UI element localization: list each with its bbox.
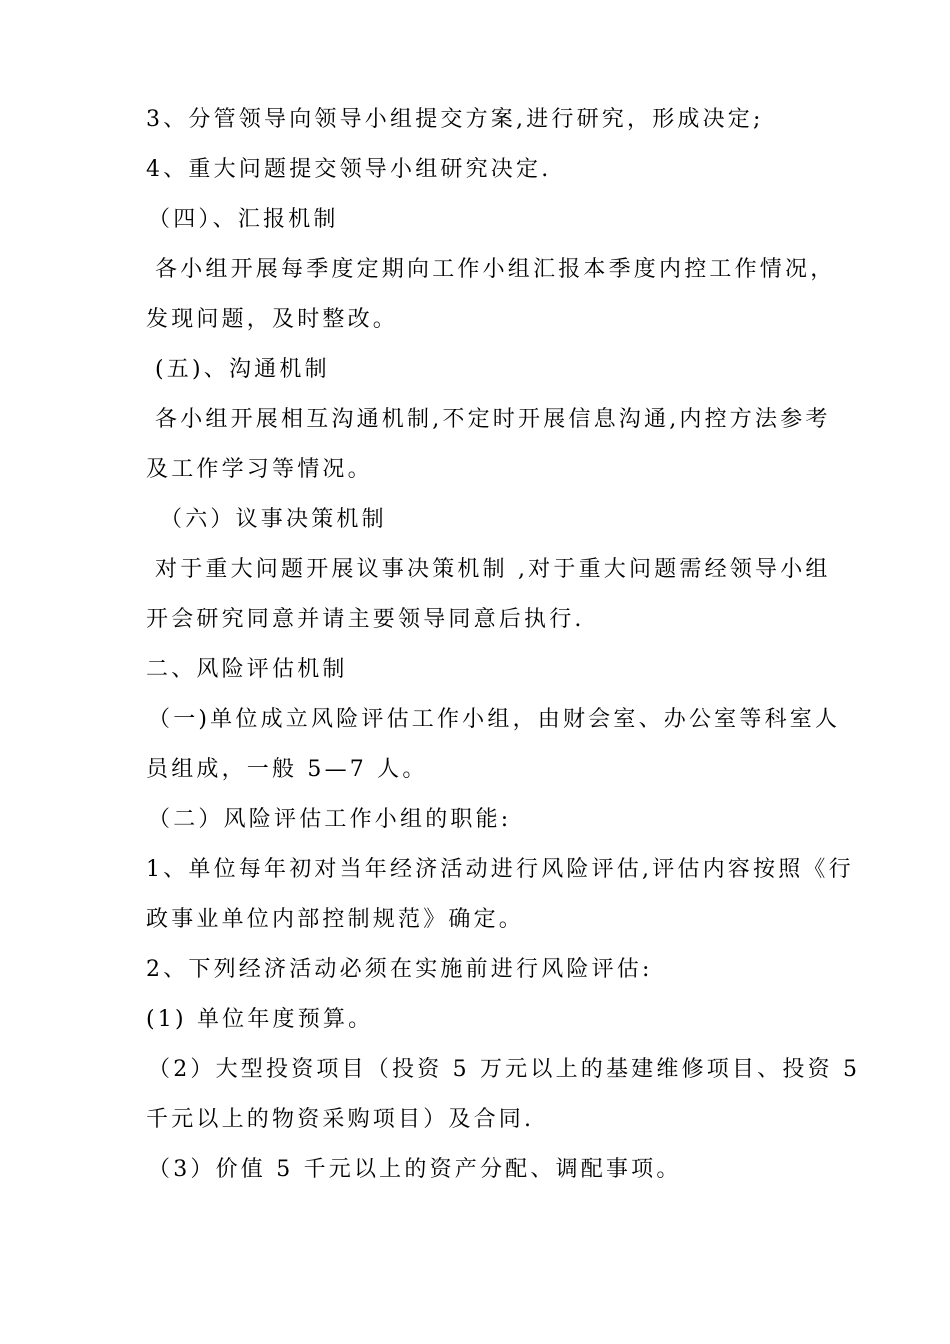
text-line: 4、重大问题提交领导小组研究决定. (146, 157, 552, 182)
section-heading: （四）、汇报机制 (148, 207, 339, 232)
text-line: 员组成，一般 5—7 人。 (146, 757, 428, 782)
list-item: （3）价值 5 千元以上的资产分配、调配事项。 (148, 1157, 682, 1182)
section-heading: （六）议事决策机制 (160, 507, 387, 532)
text-line: 3、分管领导向领导小组提交方案,进行研究，形成决定; (146, 107, 764, 132)
list-item: （2）大型投资项目（投资 5 万元以上的基建维修项目、投资 5 (148, 1057, 861, 1082)
text-line: （一)单位成立风险评估工作小组，由财会室、办公室等科室人 (148, 707, 841, 732)
text-line: 对于重大问题开展议事决策机制 ,对于重大问题需经领导小组 (155, 557, 831, 582)
text-line: 各小组开展每季度定期向工作小组汇报本季度内控工作情况， (155, 257, 836, 282)
text-line: 及工作学习等情况。 (146, 457, 373, 482)
text-line: 千元以上的物资采购项目）及合同. (146, 1107, 535, 1132)
text-line: 政事业单位内部控制规范》确定。 (146, 907, 525, 932)
text-line: 2、下列经济活动必须在实施前进行风险评估: (146, 957, 653, 982)
text-line: 1、单位每年初对当年经济活动进行风险评估,评估内容按照《行 (146, 857, 854, 882)
text-line: 发现问题，及时整改。 (146, 307, 399, 332)
section-heading: 二、风险评估机制 (146, 657, 348, 682)
text-line: （二）风险评估工作小组的职能: (148, 807, 512, 832)
text-line: 各小组开展相互沟通机制,不定时开展信息沟通,内控方法参考 (155, 407, 831, 432)
list-item: (1) 单位年度预算。 (146, 1007, 374, 1032)
section-heading: (五)、沟通机制 (155, 357, 330, 382)
text-line: 开会研究同意并请主要领导同意后执行. (146, 607, 585, 632)
